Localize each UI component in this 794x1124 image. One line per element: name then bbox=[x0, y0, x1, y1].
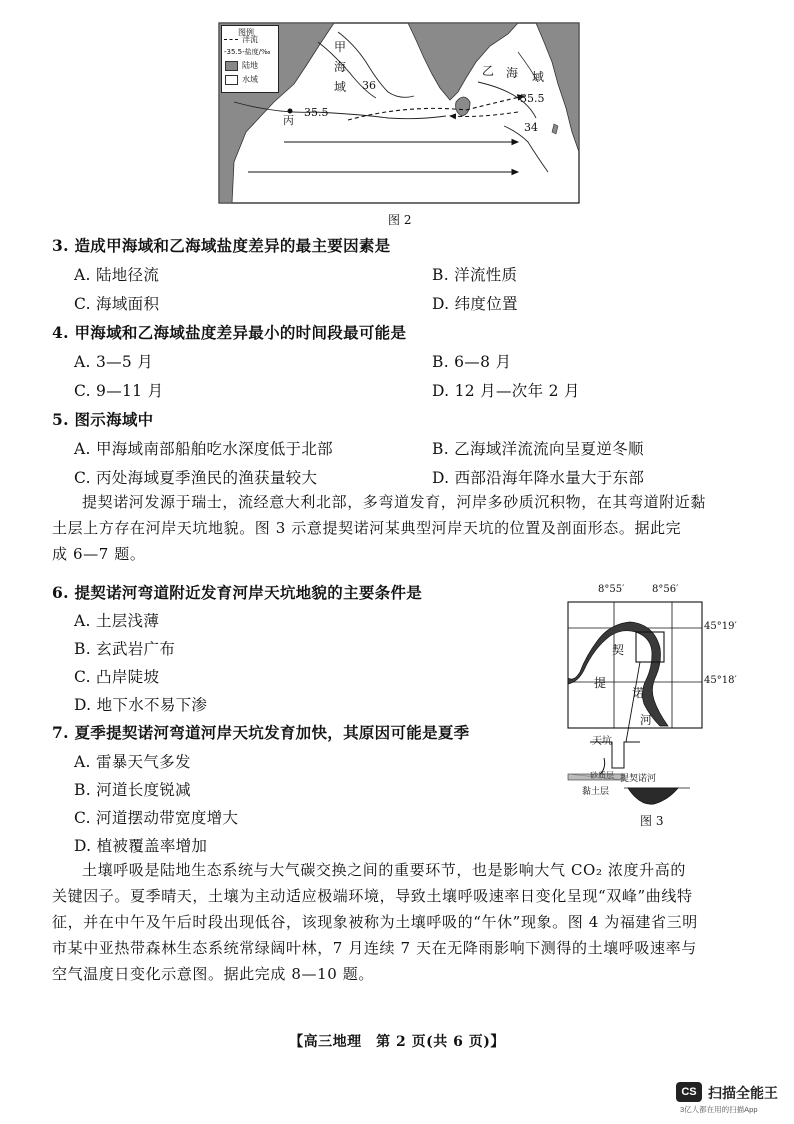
question-4-stem: 4. 甲海域和乙海域盐度差异最小的时间段最可能是 bbox=[52, 323, 407, 342]
question-7-option-c[interactable]: C. 河道摆动带宽度增大 bbox=[74, 809, 239, 827]
question-7-stem: 7. 夏季提契诺河弯道河岸天坑发育加快，其原因可能是夏季 bbox=[52, 723, 470, 742]
map-label-yi: 乙 bbox=[482, 64, 495, 78]
question-4-option-b[interactable]: B. 6—8 月 bbox=[432, 353, 512, 371]
question-4-option-a[interactable]: A. 3—5 月 bbox=[74, 353, 154, 371]
river-char: 提 bbox=[594, 676, 607, 690]
map-label-yi: 域 bbox=[532, 70, 545, 84]
passage-line: 市某中亚热带森林生态系统常绿阔叶林，7 月连续 7 天在无降雨影响下测得的土壤呼吸速率与 bbox=[52, 939, 697, 957]
legend-label: 陆地 bbox=[242, 61, 258, 70]
question-5-option-d[interactable]: D. 西部沿海年降水量大于东部 bbox=[432, 469, 645, 487]
passage-line: 土层上方存在河岸天坑地貌。图 3 示意提契诺河某典型河岸天坑的位置及剖面形态。据此完 bbox=[52, 519, 682, 537]
figure-2-caption: 图 2 bbox=[388, 213, 412, 227]
question-3-option-d[interactable]: D. 纬度位置 bbox=[432, 295, 518, 313]
question-6-option-a[interactable]: A. 土层浅薄 bbox=[74, 612, 160, 630]
question-4-option-c[interactable]: C. 9—11 月 bbox=[74, 382, 164, 400]
passage-line: 成 6—7 题。 bbox=[52, 545, 146, 563]
isohaline-value: 35.5 bbox=[304, 106, 329, 119]
question-6-option-d[interactable]: D. 地下水不易下渗 bbox=[74, 696, 208, 714]
question-6-option-b[interactable]: B. 玄武岩广布 bbox=[74, 640, 176, 658]
question-3-option-c[interactable]: C. 海域面积 bbox=[74, 295, 160, 313]
question-7-option-b[interactable]: B. 河道长度锐减 bbox=[74, 781, 191, 799]
passage-line: 空气温度日变化示意图。据此完成 8—10 题。 bbox=[52, 965, 374, 983]
river-char: 河 bbox=[640, 713, 653, 727]
arrow-dashed-icon bbox=[224, 39, 238, 40]
question-5-option-a[interactable]: A. 甲海域南部船舶吃水深度低于北部 bbox=[74, 440, 333, 458]
question-5-option-c[interactable]: C. 丙处海域夏季渔民的渔获量较大 bbox=[74, 469, 318, 487]
map-label-yi: 海 bbox=[506, 66, 519, 80]
question-6-option-c[interactable]: C. 凸岸陡坡 bbox=[74, 668, 160, 686]
passage-ticino bbox=[52, 489, 742, 567]
question-5-stem: 5. 图示海域中 bbox=[52, 410, 154, 429]
land-swatch-icon bbox=[225, 61, 238, 71]
map-label-jia: 域 bbox=[334, 80, 347, 94]
isohaline-value: 36 bbox=[362, 79, 376, 92]
map-label-jia: 甲 bbox=[334, 40, 347, 54]
river-char: 诺 bbox=[632, 686, 645, 700]
legend-label: 水域 bbox=[242, 75, 258, 84]
latitude-label: 45°18′ bbox=[704, 675, 737, 686]
map-label-jia: 海 bbox=[334, 60, 347, 74]
isohaline-value: 34 bbox=[524, 121, 538, 134]
watermark-title: 扫描全能王 bbox=[708, 1085, 778, 1101]
question-3-stem: 3. 造成甲海域和乙海域盐度差异的最主要因素是 bbox=[52, 236, 391, 255]
question-3-option-b[interactable]: B. 洋流性质 bbox=[432, 266, 518, 284]
clay-layer-label: 黏土层 bbox=[582, 787, 610, 797]
river-char: 契 bbox=[612, 643, 625, 657]
legend-title: 图例 bbox=[238, 28, 254, 37]
passage-line: 提契诺河发源于瑞士，流经意大利北部，多弯道发育，河岸多砂质沉积物，在其弯道附近黏 bbox=[82, 493, 707, 511]
sinkhole-label: 天坑 bbox=[592, 736, 612, 747]
question-6-stem: 6. 提契诺河弯道附近发育河岸天坑地貌的主要条件是 bbox=[52, 583, 423, 602]
question-3-option-a[interactable]: A. 陆地径流 bbox=[74, 266, 160, 284]
passage-soil-respiration bbox=[52, 857, 742, 987]
passage-line: 征，并在中午及午后时段出现低谷，该现象被称为土壤呼吸的“午休”现象。图 4 为福建省三明 bbox=[52, 913, 698, 931]
passage-line: 土壤呼吸是陆地生态系统与大气碳交换之间的重要环节，也是影响大气 CO₂ 浓度升高的 bbox=[82, 861, 686, 879]
water-swatch-icon bbox=[225, 75, 238, 85]
watermark-subtitle: 3亿人都在用的扫描App bbox=[680, 1105, 758, 1114]
map-label-bing: 丙 bbox=[283, 114, 294, 127]
figure-2-legend bbox=[221, 25, 279, 93]
page-footer: 【高三地理 第 2 页(共 6 页)】 bbox=[289, 1034, 505, 1050]
question-5-option-b[interactable]: B. 乙海域洋流流向呈夏逆冬顺 bbox=[432, 440, 644, 458]
question-4-option-d[interactable]: D. 12 月—次年 2 月 bbox=[432, 382, 580, 400]
passage-line: 关键因子。夏季晴天，土壤为主动适应极端环境，导致土壤呼吸速率日变化呈现“双峰”曲线特 bbox=[52, 887, 693, 905]
camscanner-logo-icon: CS bbox=[676, 1082, 702, 1102]
question-7-option-a[interactable]: A. 雷暴天气多发 bbox=[74, 753, 191, 771]
longitude-label: 8°56′ bbox=[652, 584, 679, 595]
river-name-label: 提契诺河 bbox=[620, 774, 657, 784]
legend-label: 洋流 bbox=[242, 35, 258, 44]
sand-layer-label: 砂质层 bbox=[590, 771, 614, 780]
figure-3-caption: 图 3 bbox=[640, 814, 664, 828]
question-7-option-d[interactable]: D. 植被覆盖率增加 bbox=[74, 837, 208, 855]
latitude-label: 45°19′ bbox=[704, 621, 737, 632]
isohaline-value: 35.5 bbox=[520, 92, 545, 105]
longitude-label: 8°55′ bbox=[598, 584, 625, 595]
river-profile bbox=[628, 788, 678, 804]
legend-label: -35.5-盐度/‰ bbox=[224, 48, 271, 56]
